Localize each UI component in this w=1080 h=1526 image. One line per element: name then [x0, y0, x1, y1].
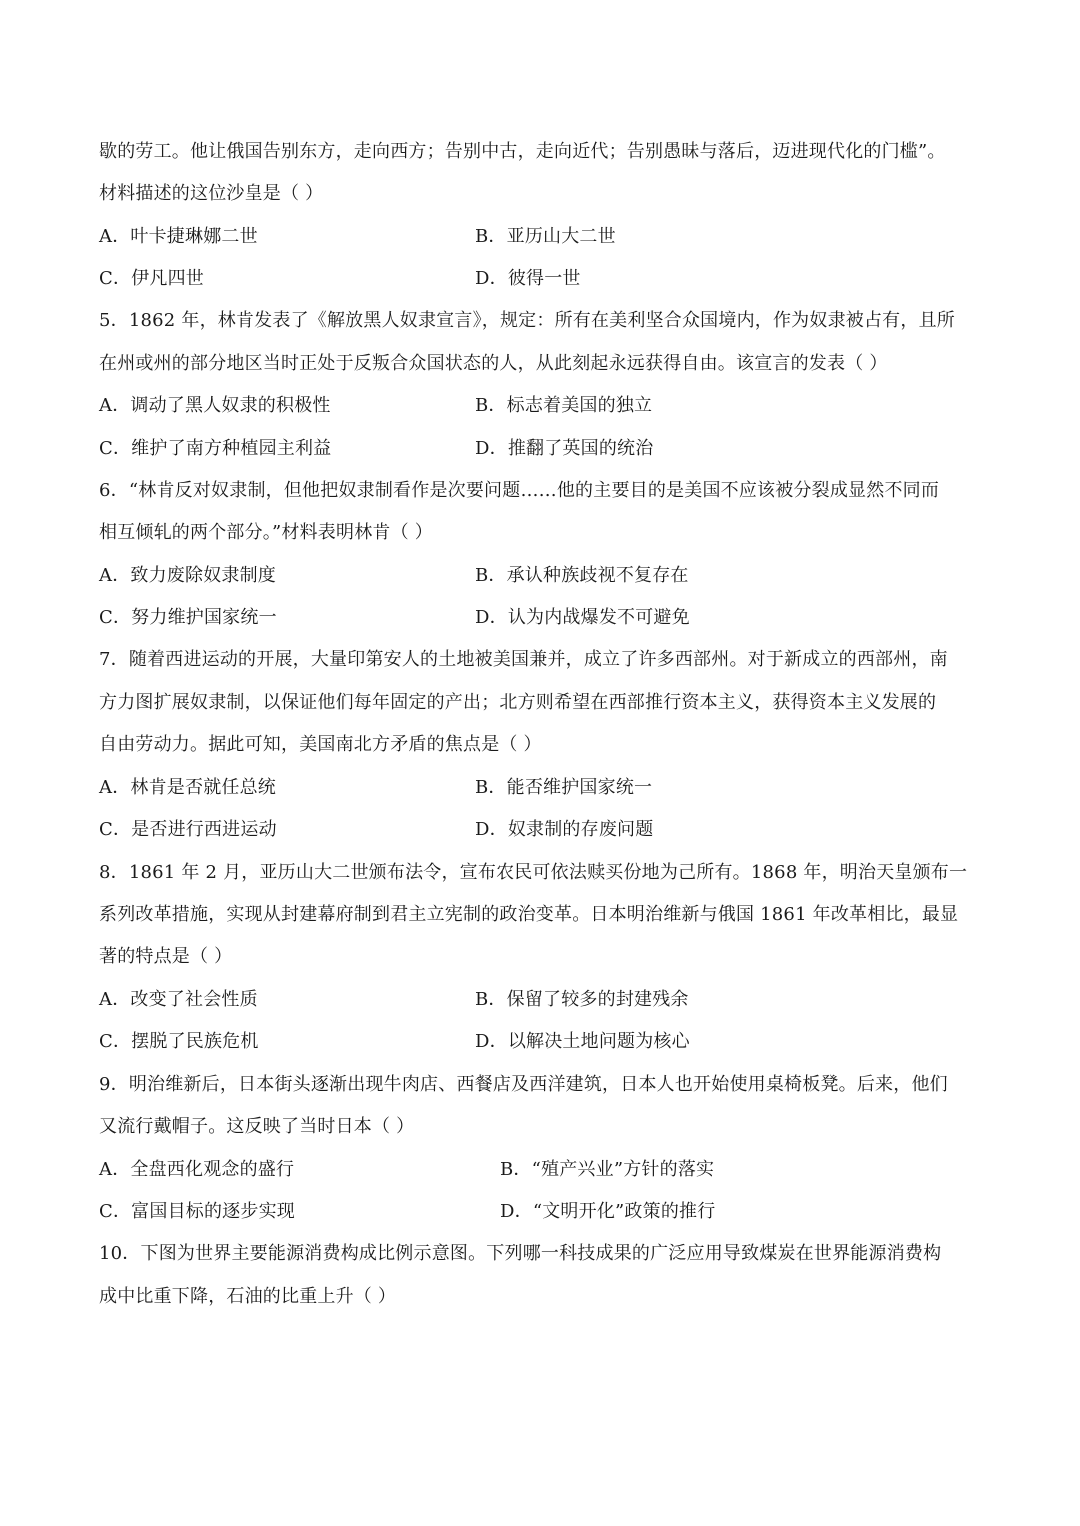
- question-7-option-b: B．能否维护国家统一: [475, 777, 653, 798]
- question-6-line-2: 相互倾轧的两个部分。”材料表明林肯（ ）: [99, 522, 433, 543]
- question-8-option-d: D．以解决土地问题为核心: [475, 1031, 690, 1052]
- question-4-option-a: A．叶卡捷琳娜二世: [99, 226, 258, 247]
- question-8-option-b: B．保留了较多的封建残余: [475, 989, 689, 1010]
- question-6-option-d: D．认为内战爆发不可避免: [475, 607, 690, 628]
- question-9-option-c: C．富国目标的逐步实现: [99, 1201, 295, 1222]
- question-9-line-2: 又流行戴帽子。这反映了当时日本（ ）: [99, 1116, 415, 1137]
- question-8-line-1: 8．1861 年 2 月，亚历山大二世颁布法令，宣布农民可依法赎买份地为己所有。1868 年，明治天皇颁布一: [99, 862, 968, 883]
- question-9-option-a: A．全盘西化观念的盛行: [99, 1159, 295, 1180]
- question-8-line-3: 著的特点是（ ）: [99, 946, 233, 967]
- question-9-option-b: B．“殖产兴业”方针的落实: [500, 1159, 715, 1180]
- question-7-option-a: A．林肯是否就任总统: [99, 777, 276, 798]
- question-6-option-c: C．努力维护国家统一: [99, 607, 277, 628]
- question-7-line-2: 方力图扩展奴隶制，以保证他们每年固定的产出；北方则希望在西部推行资本主义，获得资本主义发展的: [99, 692, 937, 713]
- question-8-option-a: A．改变了社会性质: [99, 989, 258, 1010]
- question-5-line-1: 5．1862 年，林肯发表了《解放黑人奴隶宣言》，规定：所有在美利坚合众国境内，作为奴隶被占有，且所: [99, 310, 955, 331]
- question-7-line-3: 自由劳动力。据此可知，美国南北方矛盾的焦点是（ ）: [99, 734, 542, 755]
- question-4-option-d: D．彼得一世: [475, 268, 581, 289]
- question-4-line-2: 材料描述的这位沙皇是（ ）: [99, 183, 324, 204]
- question-5-option-a: A．调动了黑人奴隶的积极性: [99, 395, 331, 416]
- question-6-option-b: B．承认种族歧视不复存在: [475, 565, 689, 586]
- question-9-option-d: D．“文明开化”政策的推行: [500, 1201, 716, 1222]
- question-5-option-b: B．标志着美国的独立: [475, 395, 653, 416]
- question-10-line-1: 10．下图为世界主要能源消费构成比例示意图。下列哪一科技成果的广泛应用导致煤炭在世界能源消费构: [99, 1243, 942, 1264]
- question-4-option-c: C．伊凡四世: [99, 268, 204, 289]
- question-7-option-d: D．奴隶制的存废问题: [475, 819, 654, 840]
- question-5-line-2: 在州或州的部分地区当时正处于反叛合众国状态的人，从此刻起永远获得自由。该宣言的发表（ ）: [99, 353, 888, 374]
- question-5-option-d: D．推翻了英国的统治: [475, 438, 654, 459]
- question-10-line-2: 成中比重下降，石油的比重上升（ ）: [99, 1286, 397, 1307]
- question-5-option-c: C．维护了南方种植园主利益: [99, 438, 332, 459]
- question-7-option-c: C．是否进行西进运动: [99, 819, 277, 840]
- question-4-line-1: 歇的劳工。他让俄国告别东方，走向西方；告别中古，走向近代；告别愚昧与落后，迈进现代化的门槛”。: [99, 141, 946, 162]
- question-4-option-b: B．亚历山大二世: [475, 226, 616, 247]
- question-9-line-1: 9．明治维新后，日本街头逐渐出现牛肉店、西餐店及西洋建筑，日本人也开始使用桌椅板凳。后来，他们: [99, 1074, 948, 1095]
- question-8-line-2: 系列改革措施，实现从封建幕府制到君主立宪制的政治变革。日本明治维新与俄国 1861 年改革相比，最显: [99, 904, 959, 925]
- question-8-option-c: C．摆脱了民族危机: [99, 1031, 259, 1052]
- question-6-line-1: 6．“林肯反对奴隶制，但他把奴隶制看作是次要问题……他的主要目的是美国不应该被分裂成显然不同而: [99, 480, 940, 501]
- question-6-option-a: A．致力废除奴隶制度: [99, 565, 276, 586]
- question-7-line-1: 7．随着西进运动的开展，大量印第安人的土地被美国兼并，成立了许多西部州。对于新成立的西部州，南: [99, 649, 948, 670]
